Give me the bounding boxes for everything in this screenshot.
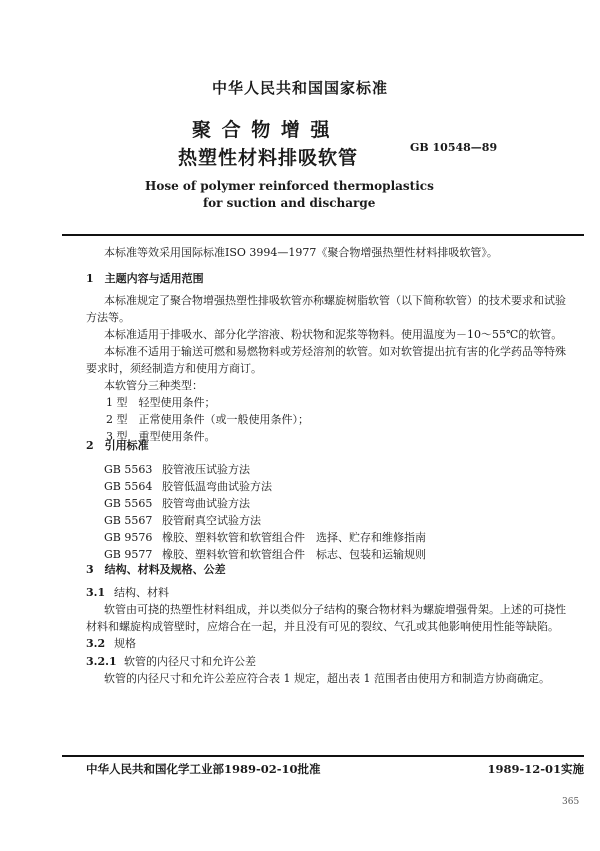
reference-title: 胶管耐真空试验方法 — [162, 514, 261, 527]
reference-code: GB 5565 — [104, 497, 153, 510]
section-3-2-1-title: 软管的内径尺寸和允许公差 — [124, 655, 256, 668]
paragraph: 方法等。 — [86, 311, 130, 324]
paragraph: 软管由可挠的热塑性材料组成，并以类似分子结构的聚合物材料为螺旋增强骨架。上述的可挠性 — [104, 603, 566, 616]
english-title-line-2: for suction and discharge — [203, 196, 376, 210]
section-3-1-number: 3.1 — [86, 586, 106, 599]
reference-code: GB 9577 — [104, 548, 153, 561]
page-number: 365 — [562, 797, 580, 807]
paragraph: 本标准规定了聚合物增强热塑性排吸软管亦称螺旋树脂软管（以下简称软管）的技术要求和试验 — [104, 294, 566, 307]
paragraph: 本标准不适用于输送可燃和易燃物料或芳烃溶剂的软管。如对软管提出抗有害的化学药品等特殊 — [104, 345, 566, 358]
reference-code: GB 5563 — [104, 463, 153, 476]
implementation-date: 1989-12-01实施 — [487, 762, 584, 776]
intro-paragraph: 本标准等效采用国际标准ISO 3994—1977《聚合物增强热塑性材料排吸软管》。 — [104, 246, 498, 259]
paragraph: 本标准适用于排吸水、部分化学溶液、粉状物和泥浆等物料。使用温度为－10～55℃的软管。 — [104, 328, 563, 341]
type-item: 1 型 轻型使用条件； — [106, 396, 216, 409]
reference-title: 胶管弯曲试验方法 — [162, 497, 250, 510]
paragraph: 材料和螺旋构成管壁时，应熔合在一起，并且没有可见的裂纹、气孔或其他影响使用性能等缺陷。 — [86, 620, 559, 633]
paragraph: 要求时，须经制造方和使用方商订。 — [86, 362, 262, 375]
national-standard-label: 中华人民共和国国家标准 — [211, 79, 388, 97]
section-1-heading: 1 主题内容与适用范围 — [86, 272, 204, 285]
section-3-2-1-number: 3.2.1 — [86, 655, 117, 668]
type-item: 3 型 重型使用条件。 — [106, 430, 216, 443]
reference-code: GB 5564 — [104, 480, 153, 493]
reference-title: 胶管低温弯曲试验方法 — [162, 480, 272, 493]
english-title-line-1: Hose of polymer reinforced thermoplastics — [145, 179, 434, 193]
section-2-heading: 2 引用标准 — [86, 439, 149, 452]
approval-text: 中华人民共和国化学工业部1989-02-10批准 — [86, 762, 321, 776]
reference-code: GB 5567 — [104, 514, 153, 527]
section-3-heading: 3 结构、材料及规格、公差 — [86, 563, 226, 576]
type-item: 2 型 正常使用条件（或一般使用条件）； — [106, 413, 309, 426]
reference-title: 胶管液压试验方法 — [162, 463, 250, 476]
paragraph: 软管的内径尺寸和允许公差应符合表 1 规定，超出表 1 范围者由使用方和制造方协商确定。 — [104, 672, 550, 685]
header-rule — [62, 234, 584, 236]
section-3-2-title: 规格 — [114, 637, 136, 650]
title-line-2: 热塑性材料排吸软管 — [178, 147, 359, 169]
standard-code: GB 10548—89 — [410, 141, 498, 154]
reference-title: 橡胶、塑料软管和软管组合件 选择、贮存和维修指南 — [162, 531, 426, 544]
reference-code: GB 9576 — [104, 531, 153, 544]
footer-rule — [62, 755, 584, 757]
section-3-1-title: 结构、材料 — [114, 586, 169, 599]
reference-title: 橡胶、塑料软管和软管组合件 标志、包装和运输规则 — [162, 548, 426, 561]
title-line-1: 聚 合 物 增 强 — [192, 119, 332, 141]
section-3-2-number: 3.2 — [86, 637, 106, 650]
paragraph: 本软管分三种类型： — [104, 379, 203, 392]
